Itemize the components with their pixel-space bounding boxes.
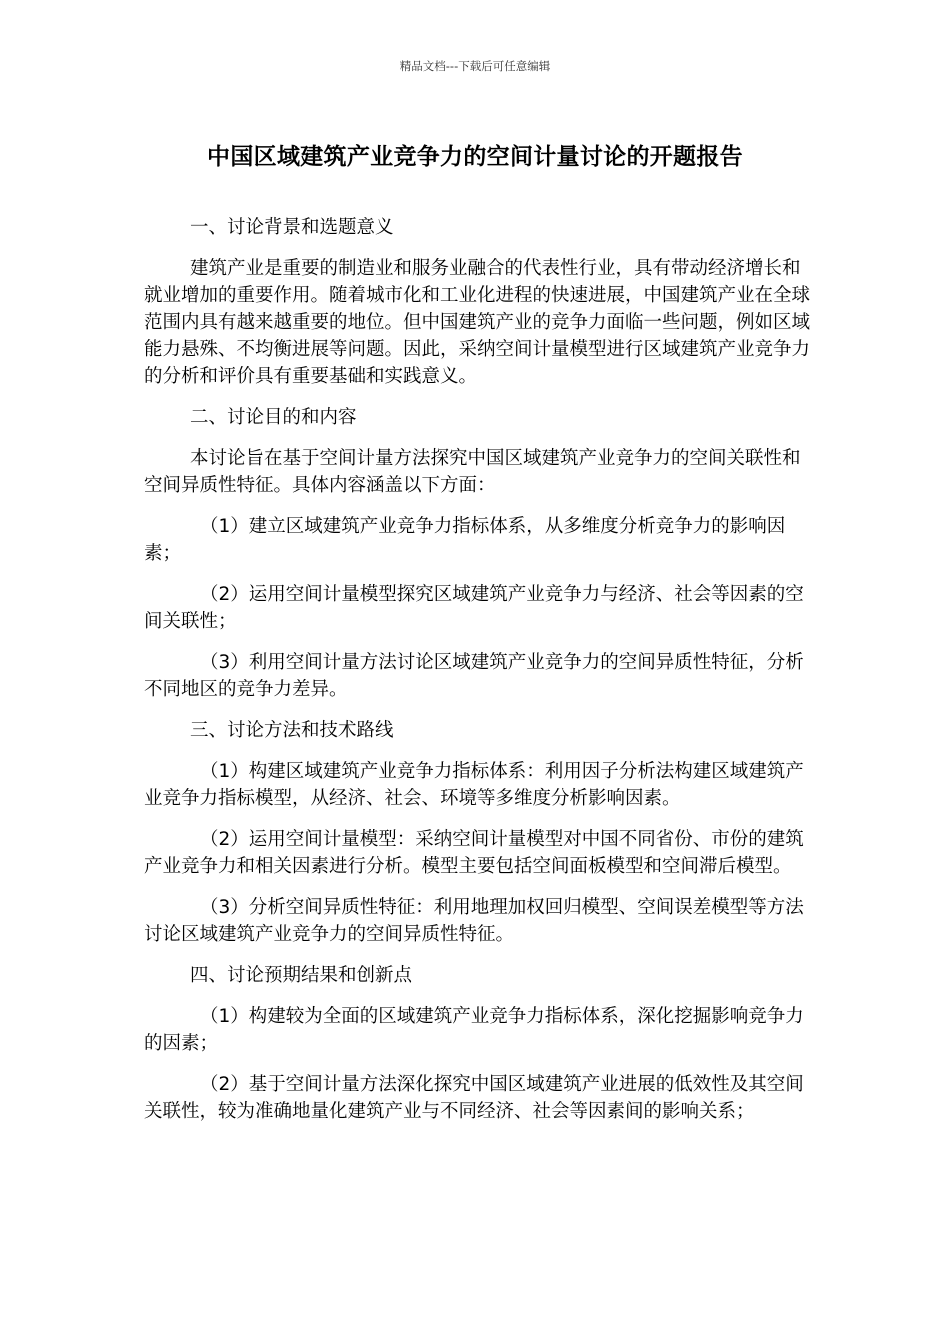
list-item: （2）运用空间计量模型探究区域建筑产业竞争力与经济、社会等因素的空间关联性； bbox=[144, 584, 804, 632]
document-body bbox=[144, 214, 812, 1139]
list-item: （3）分析空间异质性特征：利用地理加权回归模型、空间误差模型等方法讨论区域建筑产业竞争力的空间异质性特征。 bbox=[144, 897, 804, 945]
list-item: （2）运用空间计量模型：采纳空间计量模型对中国不同省份、市份的建筑产业竞争力和相关因素进行分析。模型主要包括空间面板模型和空间滞后模型。 bbox=[144, 829, 804, 877]
list-item: （1）构建较为全面的区域建筑产业竞争力指标体系，深化挖掘影响竞争力的因素； bbox=[144, 1006, 804, 1054]
list-item: （1）建立区域建筑产业竞争力指标体系，从多维度分析竞争力的影响因素； bbox=[144, 516, 786, 564]
paragraph-background: 建筑产业是重要的制造业和服务业融合的代表性行业，具有带动经济增长和就业增加的重要作用。随着城市化和工业化进程的快速进展，中国建筑产业在全球范围内具有越来越重要的地位。但中国建筑产业的竞争力面临一些问题，例如区域能力悬殊、不均衡进展等问题。因此，采纳空间计量模型进行区域建筑产业竞争力的分析和评价具有重要基础和实践意义。 bbox=[144, 258, 811, 387]
section-heading-4: 四、讨论预期结果和创新点 bbox=[190, 965, 413, 986]
header-note: 精品文档---下载后可任意编辑 bbox=[399, 59, 551, 73]
section-heading-1: 一、讨论背景和选题意义 bbox=[190, 217, 394, 238]
list-item: （1）构建区域建筑产业竞争力指标体系：利用因子分析法构建区域建筑产业竞争力指标模型，从经济、社会、环境等多维度分析影响因素。 bbox=[144, 761, 804, 809]
section-heading-2: 二、讨论目的和内容 bbox=[190, 407, 357, 428]
document-title: 中国区域建筑产业竞争力的空间计量讨论的开题报告 bbox=[207, 144, 743, 170]
section-heading-3: 三、讨论方法和技术路线 bbox=[190, 720, 394, 741]
list-item: （3）利用空间计量方法讨论区域建筑产业竞争力的空间异质性特征，分析不同地区的竞争力差异。 bbox=[144, 652, 804, 700]
paragraph-purpose: 本讨论旨在基于空间计量方法探究中国区域建筑产业竞争力的空间关联性和空间异质性特征。具体内容涵盖以下方面： bbox=[144, 448, 801, 496]
list-item: （2）基于空间计量方法深化探究中国区域建筑产业进展的低效性及其空间关联性，较为准确地量化建筑产业与不同经济、社会等因素间的影响关系； bbox=[144, 1074, 804, 1122]
